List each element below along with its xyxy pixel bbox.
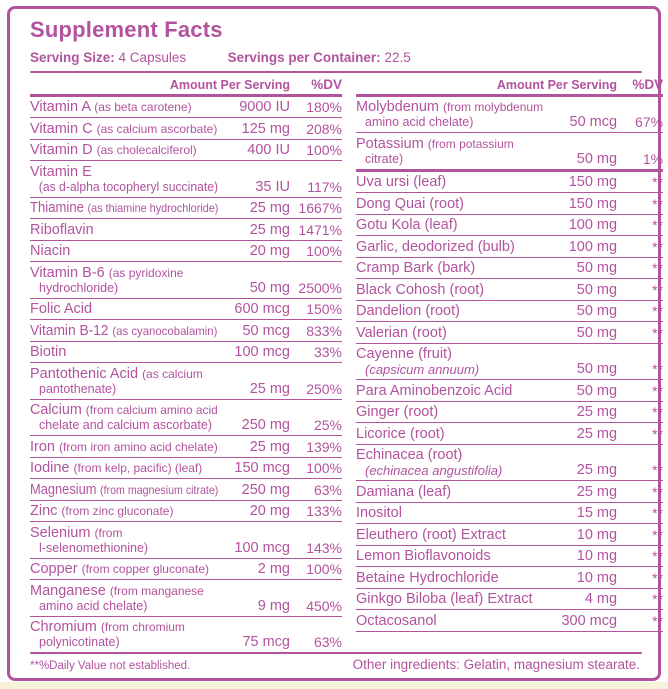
dv-value: 250% [306, 380, 342, 397]
ingredient-row [30, 299, 342, 321]
dv-value: 143% [306, 539, 342, 556]
ingredient-row [356, 546, 663, 568]
ingredient-row [356, 193, 663, 215]
dv-value: 63% [313, 634, 342, 650]
ingredient-name: Biotin [30, 344, 67, 360]
ingredient-name: Cramp Bark (bark) [356, 260, 476, 276]
amount-per-serving-header: Amount Per Serving [169, 78, 290, 92]
ingredient-row [356, 567, 663, 589]
dv-value: ** [652, 303, 664, 319]
ingredient-row [30, 400, 342, 437]
amount-value: 2 mg [257, 561, 290, 577]
ingredient-name: Niacin [30, 243, 71, 259]
amount-value: 25 mg [249, 380, 290, 397]
ingredient-name: Valerian (root) [356, 324, 447, 341]
amount-value: 20 mg [249, 503, 290, 519]
ingredient-row [356, 133, 663, 172]
dv-value: 100% [306, 243, 342, 259]
amount-value: 50 mg [576, 324, 618, 341]
ingredient-name: Uva ursi (leaf) [356, 174, 447, 190]
serving-size-value: 4 Capsules [118, 50, 187, 65]
amount-value: 50 mcg [569, 114, 618, 130]
ingredient-row [356, 97, 663, 134]
amount-value: 25 mg [249, 221, 290, 238]
amount-value: 100 mg [568, 217, 618, 233]
background-strip [0, 682, 668, 689]
dv-value: ** [652, 569, 664, 586]
ingredient-name: Vitamin B-6 (as pyridoxine hydrochloride) [30, 264, 184, 295]
ingredient-name: Copper (from copper gluconate) [30, 561, 209, 577]
amount-value: 100 mg [568, 238, 618, 255]
ingredient-name: Para Aminobenzoic Acid [356, 382, 513, 399]
amount-value: 250 mg [241, 417, 290, 433]
ingredient-name: Vitamin C (as calcium ascorbate) [30, 120, 218, 137]
amount-value: 25 mg [576, 404, 618, 420]
ingredient-name: Calcium (from calcium amino acid chelate and calcium ascorbate) [30, 402, 218, 432]
dv-value: 150% [306, 301, 342, 317]
dv-value: ** [652, 425, 664, 442]
ingredient-name: Dong Quai (root) [356, 195, 464, 212]
ingredient-name: Licorice (root) [356, 425, 445, 442]
amount-value: 50 mg [576, 382, 618, 399]
ingredient-name: Eleuthero (root) Extract [356, 526, 506, 543]
ingredient-name: Pantothenic Acid (as calcium pantothenate) [30, 365, 203, 396]
dv-value: ** [652, 238, 664, 255]
ingredient-name: Gotu Kola (leaf) [356, 217, 458, 233]
servings-per-container-label: Servings per Container: [227, 50, 381, 65]
dv-value: ** [652, 174, 664, 190]
dv-value: 208% [306, 120, 342, 137]
dv-header: %DV [632, 77, 664, 92]
dv-value: ** [652, 361, 664, 377]
ingredient-name: Ginger (root) [356, 404, 439, 420]
ingredient-row [30, 161, 342, 198]
ingredient-name: Vitamin D (as cholecalciferol) [30, 142, 197, 158]
footnotes [30, 654, 642, 672]
ingredient-row [356, 503, 663, 525]
servings-per-container-value: 22.5 [384, 50, 411, 65]
dv-value: ** [652, 195, 664, 212]
right-column [356, 76, 663, 652]
ingredient-row [30, 617, 342, 653]
ingredient-name: Thiamine (as thiamine hydrochloride) [30, 200, 219, 216]
amount-value: 25 mg [576, 483, 618, 500]
serving-size-label: Serving Size: [30, 50, 115, 65]
ingredient-row [356, 258, 663, 280]
dv-value: 117% [307, 178, 342, 195]
amount-value: 100 mcg [234, 344, 290, 360]
dv-header: %DV [311, 77, 342, 92]
dv-value: ** [652, 483, 664, 500]
amount-value: 50 mcg [242, 322, 290, 339]
amount-value: 100 mcg [234, 539, 290, 556]
ingredient-row [30, 241, 342, 263]
ingredient-row [356, 481, 663, 503]
top-divider [30, 71, 642, 73]
dv-value: ** [652, 612, 664, 629]
dv-value: 1471% [298, 221, 342, 238]
ingredient-row [30, 342, 342, 364]
ingredient-name: Cayenne (fruit) (capsicum annuum) [356, 346, 480, 377]
dv-value: 100% [306, 142, 342, 158]
ingredient-name: Lemon Bioflavonoids [356, 548, 491, 564]
ingredient-row [356, 322, 663, 344]
left-column [30, 76, 342, 652]
ingredient-row [356, 344, 663, 381]
ingredient-row [30, 363, 342, 400]
ingredient-row [356, 524, 663, 546]
ingredient-name: Ginkgo Biloba (leaf) Extract [356, 591, 533, 607]
amount-value: 250 mg [241, 481, 290, 498]
amount-value: 10 mg [576, 548, 618, 564]
ingredient-name: Dandelion (root) [356, 303, 460, 319]
ingredient-row [356, 402, 663, 424]
dv-value: ** [652, 404, 664, 420]
ingredient-name: Octacosanol [356, 612, 437, 629]
dv-value: ** [652, 591, 664, 607]
dv-value: 1667% [298, 200, 342, 216]
ingredient-row [356, 423, 663, 445]
dv-value: 1% [642, 150, 664, 167]
amount-value: 20 mg [249, 243, 290, 259]
dv-value: ** [652, 217, 664, 233]
ingredient-row [30, 479, 342, 501]
dv-value: 833% [306, 322, 342, 339]
amount-value: 50 mg [576, 361, 618, 377]
dv-value: ** [652, 462, 664, 478]
dv-value: 100% [306, 561, 342, 577]
ingredient-name: Manganese (from manganese amino acid chelate) [30, 582, 204, 613]
left-rows [30, 97, 342, 653]
ingredient-name: Betaine Hydrochloride [356, 569, 499, 586]
ingredient-name: Black Cohosh (root) [356, 281, 485, 298]
ingredient-name: Selenium (from l-selenomethionine) [30, 524, 149, 555]
amount-value: 125 mg [241, 120, 290, 137]
ingredient-name: Vitamin E (as d-alpha tocopheryl succinate) [30, 163, 219, 194]
amount-value: 25 mg [576, 462, 618, 478]
ingredient-name: Vitamin B-12 (as cyanocobalamin) [30, 322, 218, 339]
amount-value: 150 mcg [234, 460, 290, 476]
ingredient-row [30, 97, 342, 119]
amount-value: 35 IU [255, 178, 290, 195]
amount-value: 9 mg [257, 597, 290, 614]
amount-value: 25 mg [249, 200, 290, 216]
ingredient-name: Molybdenum (from molybdenum amino acid chelate) [356, 99, 544, 129]
ingredient-row [30, 436, 342, 458]
amount-value: 600 mcg [234, 301, 290, 317]
ingredient-name: Damiana (leaf) [356, 483, 452, 500]
ingredient-row [30, 262, 342, 299]
ingredient-row [30, 219, 342, 241]
ingredient-row [356, 172, 663, 194]
dv-value: ** [652, 548, 664, 564]
amount-value: 300 mcg [561, 612, 618, 629]
ingredient-row [30, 140, 342, 162]
ingredient-row [30, 458, 342, 480]
ingredient-row [356, 279, 663, 301]
ingredient-name: Chromium (from chromium polynicotinate) [30, 619, 185, 649]
amount-value: 10 mg [576, 569, 618, 586]
ingredient-row [30, 501, 342, 523]
amount-value: 75 mcg [242, 634, 290, 650]
amount-value: 25 mg [249, 438, 290, 455]
ingredient-row [356, 380, 663, 402]
ingredient-name: Potassium (from potassium citrate) [356, 135, 514, 166]
dv-value: 2500% [298, 279, 342, 296]
amount-value: 150 mg [568, 174, 618, 190]
amount-value: 4 mg [584, 591, 618, 607]
amount-value: 50 mg [576, 260, 618, 276]
ingredient-name: Riboflavin [30, 221, 94, 238]
dv-value: 100% [306, 460, 342, 476]
ingredient-row [30, 198, 342, 220]
ingredient-name: Iodine (from kelp, pacific) (leaf) [30, 460, 203, 476]
amount-value: 150 mg [568, 195, 618, 212]
dv-value: 139% [306, 438, 342, 455]
right-rows [356, 97, 663, 632]
ingredient-row [356, 445, 663, 482]
dv-value: 133% [306, 503, 342, 519]
ingredient-row [30, 559, 342, 581]
other-ingredients-footnote: Other ingredients: Gelatin, magnesium stearate. [352, 657, 640, 672]
ingredient-name: Magnesium (from magnesium citrate) [30, 481, 219, 498]
facts-columns [30, 76, 664, 652]
daily-value-footnote: **%Daily Value not established. [30, 660, 191, 672]
amount-value: 50 mg [576, 150, 618, 167]
ingredient-row [356, 610, 663, 632]
ingredient-name: Vitamin A (as beta carotene) [30, 99, 192, 115]
amount-value: 9000 IU [239, 99, 290, 115]
ingredient-row [356, 589, 663, 611]
dv-value: 67% [635, 114, 664, 130]
dv-value: 33% [313, 344, 342, 360]
dv-value: ** [652, 526, 664, 543]
ingredient-name: Inositol [356, 505, 402, 521]
dv-value: 63% [313, 481, 342, 498]
ingredient-row [356, 236, 663, 258]
amount-value: 50 mg [576, 281, 618, 298]
ingredient-name: Zinc (from zinc gluconate) [30, 503, 174, 519]
ingredient-row [356, 215, 663, 237]
amount-value: 25 mg [576, 425, 618, 442]
amount-value: 15 mg [576, 505, 618, 521]
dv-value: ** [652, 260, 664, 276]
ingredient-row [30, 522, 342, 559]
amount-value: 10 mg [576, 526, 618, 543]
amount-per-serving-header: Amount Per Serving [496, 78, 618, 92]
ingredient-name: Echinacea (root) (echinacea angustifolia) [356, 447, 503, 478]
dv-value: 25% [313, 417, 342, 433]
serving-info [30, 50, 642, 65]
ingredient-name: Garlic, deodorized (bulb) [356, 238, 515, 255]
left-column-header [30, 76, 342, 94]
right-column-header [356, 76, 663, 94]
amount-value: 400 IU [247, 142, 290, 158]
amount-value: 50 mg [249, 279, 290, 296]
ingredient-row [30, 320, 342, 342]
supplement-facts-panel [7, 6, 664, 681]
ingredient-row [30, 580, 342, 617]
dv-value: 450% [306, 597, 342, 614]
ingredient-name: Iron (from iron amino acid chelate) [30, 438, 218, 455]
ingredient-name: Folic Acid [30, 301, 93, 317]
dv-value: ** [652, 324, 664, 341]
dv-value: 180% [306, 99, 342, 115]
dv-value: ** [652, 505, 664, 521]
amount-value: 50 mg [576, 303, 618, 319]
dv-value: ** [652, 281, 664, 298]
ingredient-row [356, 301, 663, 323]
panel-title: Supplement Facts [30, 17, 223, 42]
dv-value: ** [652, 382, 664, 399]
ingredient-row [30, 118, 342, 140]
